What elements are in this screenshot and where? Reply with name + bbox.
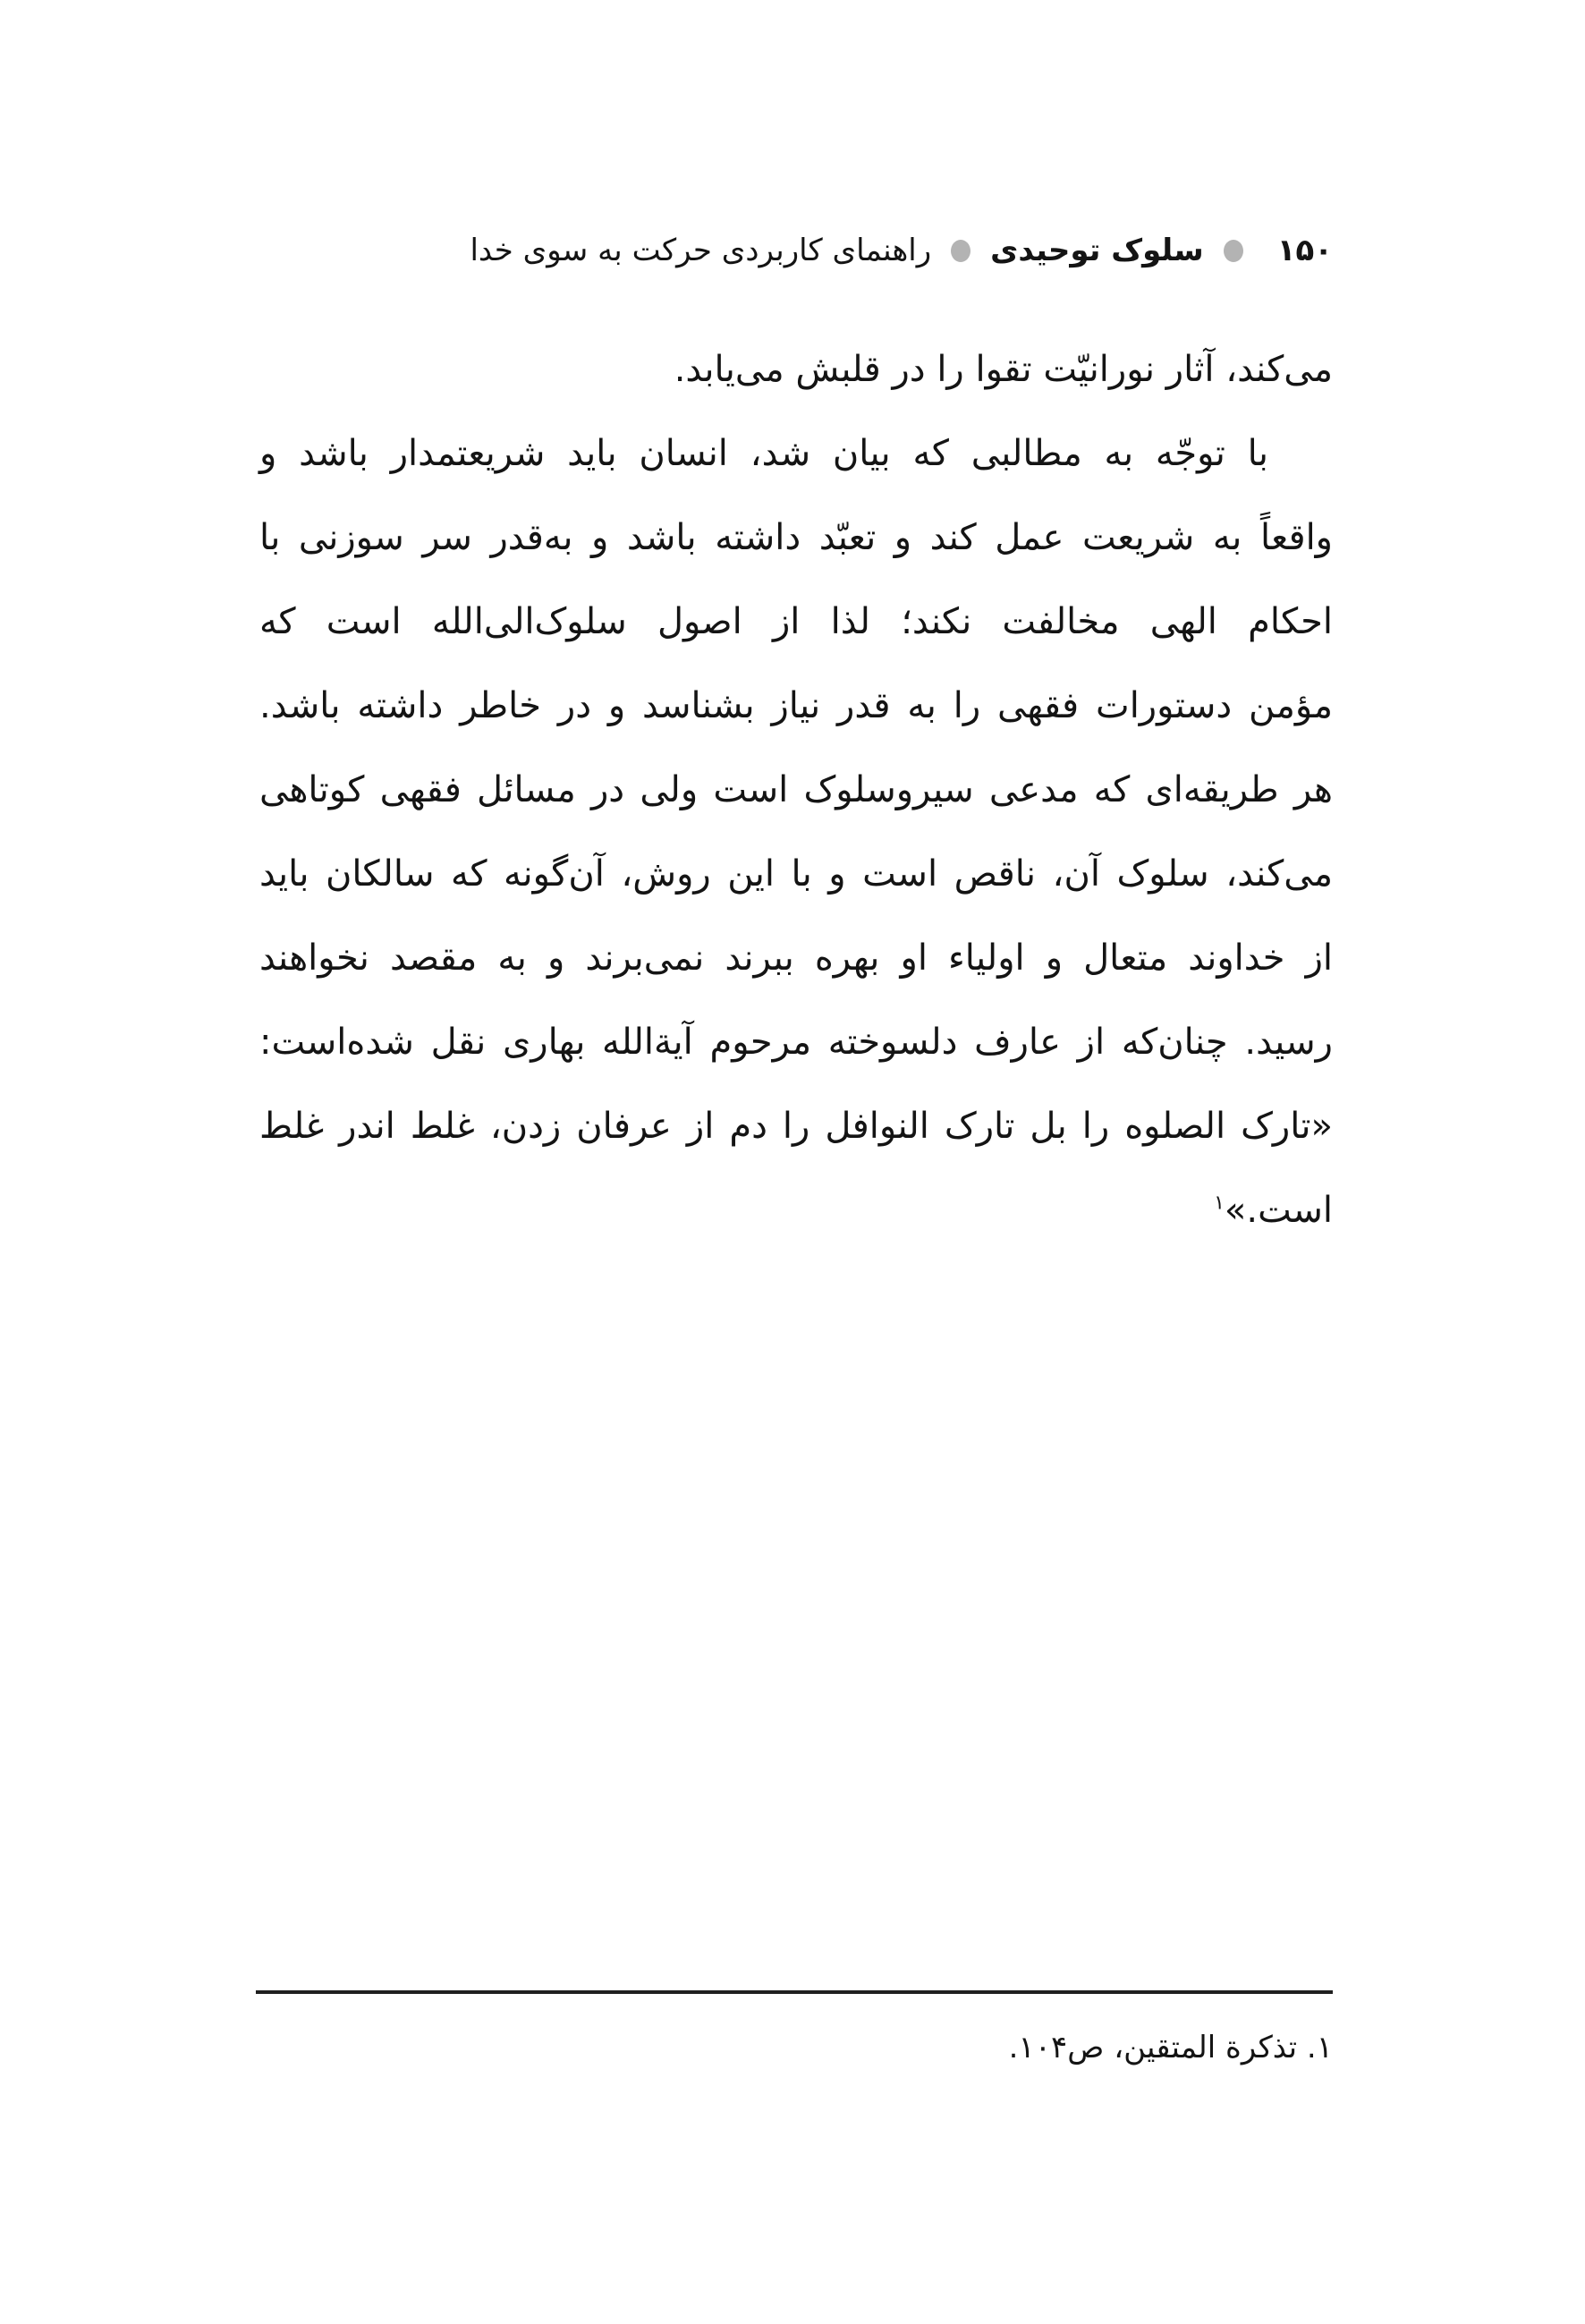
footnote-divider	[256, 1990, 1333, 1994]
quote-end-text: است.»	[1224, 1190, 1333, 1231]
body-line: واقعاً به شریعت عمل کند و تعبّد داشته باشد و به‌قدر سر سوزنی با	[259, 517, 1333, 558]
footnote-reference: ۱	[1214, 1192, 1225, 1215]
footnote-text: ۱. تذکرة المتقین، ص۱۰۴.	[1008, 2030, 1333, 2065]
running-head	[470, 225, 1333, 276]
footnote	[256, 2022, 1333, 2074]
body-line: هر طریقه‌ای که مدعی سیروسلوک است ولی در مسائل فقهی کوتاهی	[259, 769, 1333, 810]
separator-dot-icon	[1224, 240, 1243, 262]
body-line	[259, 1168, 1333, 1252]
body-line: رسید. چنان‌که از عارف دلسوخته مرحوم آیة‌الله بهاری نقل شده‌است:	[259, 1022, 1333, 1063]
body-line: با توجّه به مطالبی که بیان شد، انسان باید شریعتمدار باشد و	[259, 433, 1268, 474]
body-line: مؤمن دستورات فقهی را به قدر نیاز بشناسد و در خاطر داشته باشد.	[259, 685, 1333, 726]
page-number: ۱۵۰	[1276, 233, 1333, 268]
body-line: می‌کند، سلوک آن، ناقص است و با این روش، آن‌گونه که سالکان باید	[259, 853, 1333, 895]
book-subtitle: راهنمای کاربردی حرکت به سوی خدا	[470, 233, 932, 268]
body-text	[259, 327, 1333, 1252]
body-line: می‌کند، آثار نورانیّت تقوا را در قلبش می‌یابد.	[674, 349, 1333, 390]
body-line: احکام الهی مخالفت نکند؛ لذا از اصول سلوک‌الی‌الله است که	[259, 601, 1333, 642]
body-line: از خداوند متعال و اولیاء او بهره ببرند نمی‌برند و به مقصد نخواهند	[259, 937, 1333, 979]
book-title: سلوک توحیدی	[990, 233, 1204, 268]
separator-dot-icon	[951, 240, 970, 262]
body-line: «تارک الصلوه را بل تارک النوافل را دم از عرفان زدن، غلط اندر غلط	[259, 1106, 1333, 1147]
